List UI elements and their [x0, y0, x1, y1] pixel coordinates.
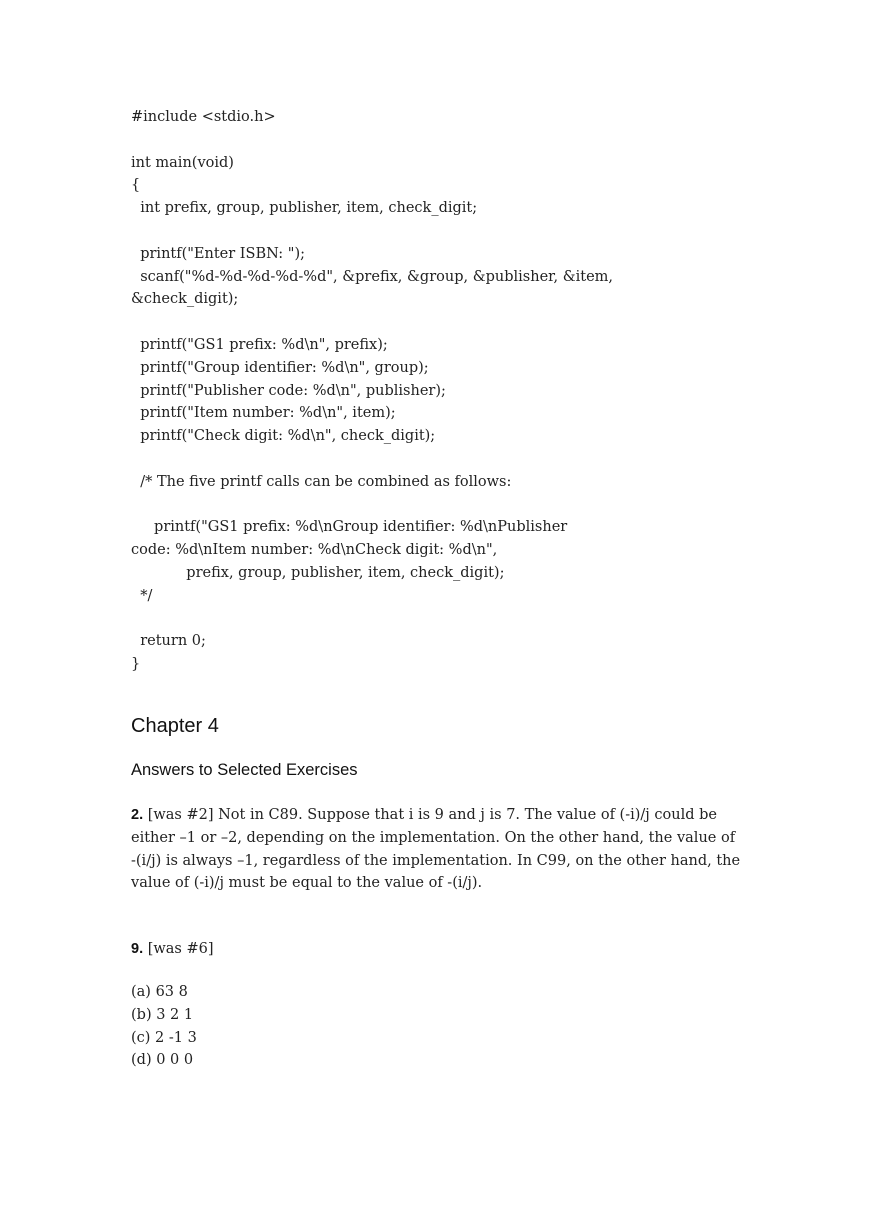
answer-text: [was #6] — [147, 941, 214, 957]
answer-9-parts: (a) 63 8 (b) 3 2 1 (c) 2 -1 3 (d) 0 0 0 — [131, 984, 197, 1069]
chapter-title: Chapter 4 — [131, 715, 219, 737]
answer-2 — [131, 804, 741, 895]
section-title: Answers to Selected Exercises — [131, 761, 358, 779]
answer-number: 9. — [131, 941, 144, 957]
answer-text: [was #2] Not in C89. Suppose that i is 9 and j is 7. The value of (-i)/j could be either –1 or –2, depending on the implementation. On the other hand, the value of -(i/j) is always –1, regardless of the implementation. In C99, on the other hand, the value of (-i)/j must be equal to the value of -(i/j). — [131, 807, 741, 892]
answer-number: 2. — [131, 807, 144, 823]
answer-9 — [131, 938, 741, 961]
code-listing: #include <stdio.h> int main(void) { int prefix, group, publisher, item, check_digit; printf("Enter ISBN: "); scanf("%d-%d-%d-%d-%d", &prefix, &group, &publisher, &item, &check_digit); printf("GS1 prefix: %d\n", prefix); printf("Group identifier: %d\n", group); printf("Publisher code: %d\n", publisher); printf("Item number: %d\n", item); printf("Check digit: %d\n", check_digit); /* The five printf calls can be combined as follows: printf("GS1 prefix: %d\nGroup identifier: %d\nPublisher code: %d\nItem number: %d\nCheck digit: %d\n", prefix, group, publisher, item, check_digit); */ return 0; } — [131, 109, 614, 673]
